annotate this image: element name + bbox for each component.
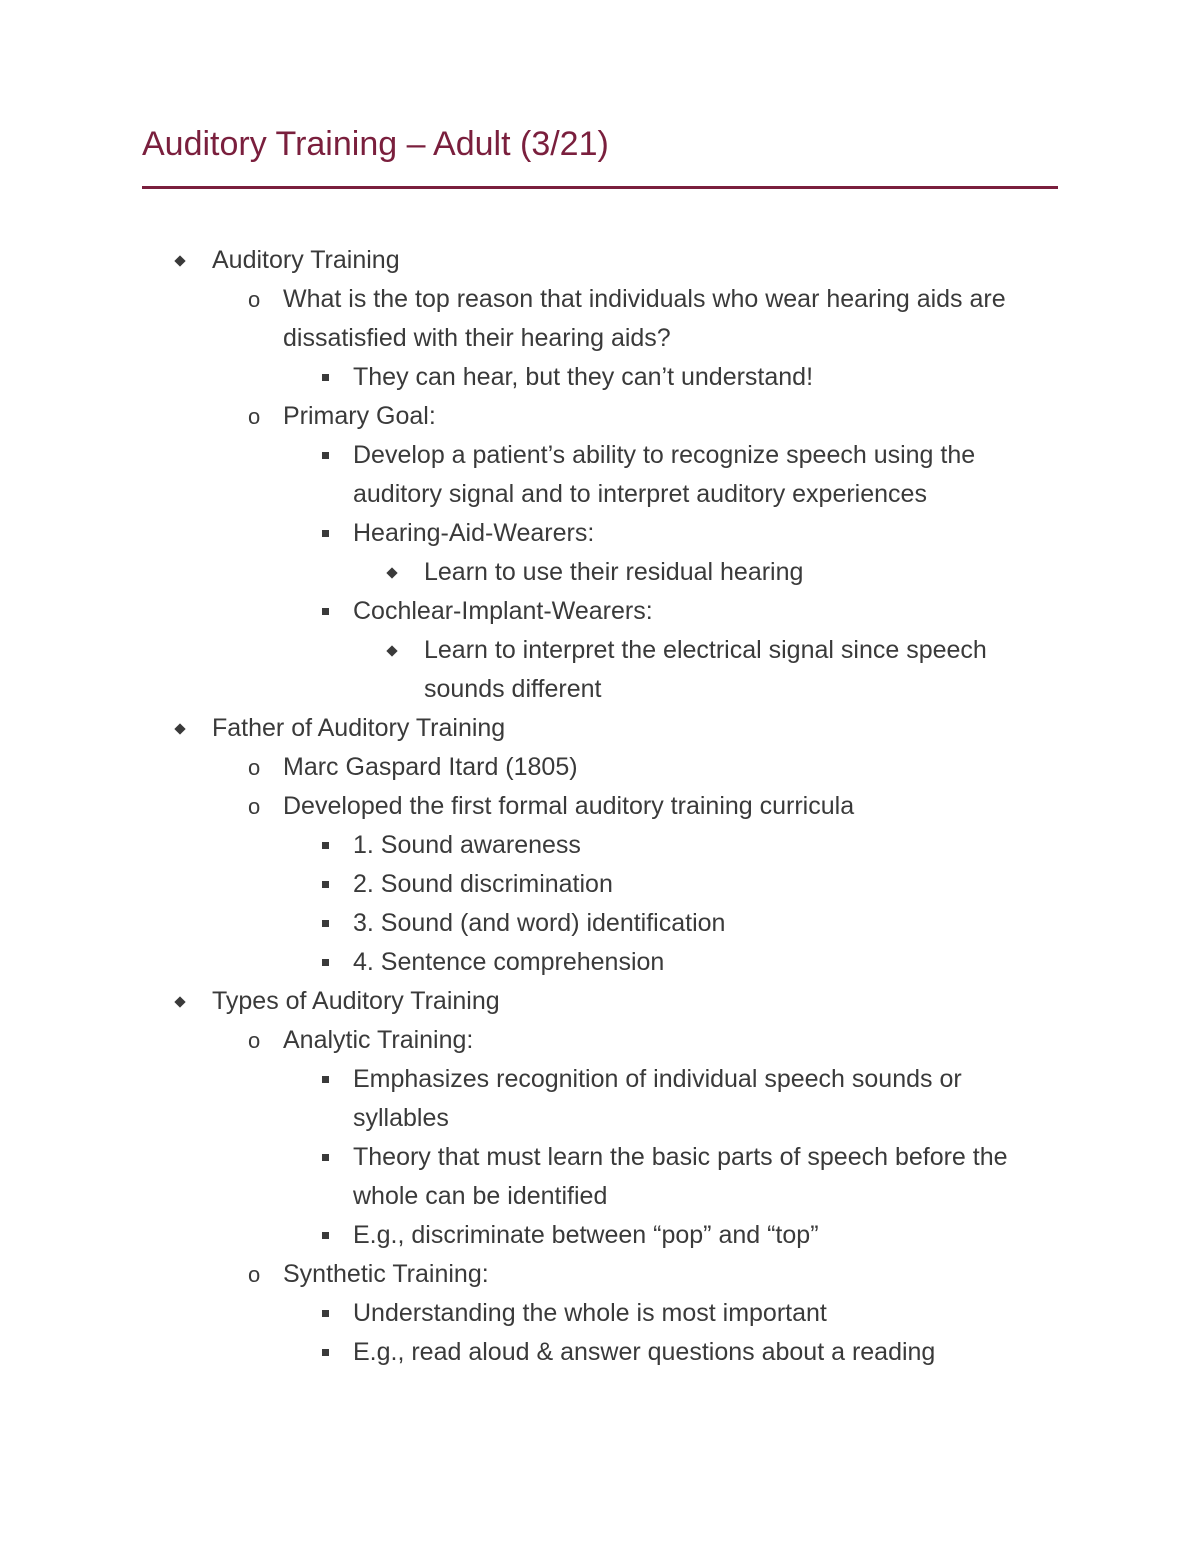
outline-item-text: Theory that must learn the basic parts of speech before the whole can be identified	[353, 1143, 1008, 1210]
outline-item-level-3	[0, 358, 1033, 397]
outline-item-level-3	[0, 1060, 1033, 1138]
outline-item-level-2	[0, 397, 1033, 436]
bullet-circle-icon: o	[248, 755, 261, 780]
outline-item-level-2	[0, 787, 1033, 826]
outline-item-level-2	[0, 748, 1033, 787]
outline-item-level-3	[0, 1216, 1033, 1255]
outline-item-text: Types of Auditory Training	[212, 987, 500, 1015]
outline-item-level-3	[0, 514, 1033, 553]
bullet-square-icon	[322, 530, 329, 537]
bullet-circle-icon: o	[248, 1262, 261, 1287]
bullet-circle-icon: o	[248, 1028, 261, 1053]
outline-item-level-4	[0, 553, 1034, 592]
outline-item-level-3	[0, 592, 1033, 631]
bullet-diamond-icon	[174, 996, 185, 1007]
outline-item-level-1	[0, 982, 1032, 1021]
outline-item-text: 2. Sound discrimination	[353, 870, 613, 898]
outline-item-level-3	[0, 1333, 1033, 1372]
bullet-square-icon	[322, 1349, 329, 1356]
outline-item-text: Primary Goal:	[283, 402, 436, 430]
outline-item-text: Hearing-Aid-Wearers:	[353, 519, 595, 547]
bullet-diamond-icon	[386, 567, 397, 578]
outline-item-level-3	[0, 865, 1033, 904]
outline-item-text: Develop a patient’s ability to recognize speech using the auditory signal and to interpret auditory experiences	[353, 441, 976, 508]
outline-item-level-1	[0, 709, 1032, 748]
bullet-square-icon	[322, 1154, 329, 1161]
outline-item-level-2	[0, 1021, 1033, 1060]
bullet-circle-icon: o	[248, 794, 261, 819]
bullet-diamond-icon	[386, 645, 397, 656]
page-title: Auditory Training – Adult (3/21)	[142, 125, 609, 163]
notes-outline	[0, 241, 1200, 1372]
outline-item-level-3	[0, 1138, 1033, 1216]
bullet-square-icon	[322, 842, 329, 849]
outline-item-text: Developed the first formal auditory training curricula	[283, 792, 855, 820]
outline-item-level-2	[0, 1255, 1033, 1294]
outline-item-level-2	[0, 280, 1033, 358]
bullet-square-icon	[322, 1076, 329, 1083]
bullet-square-icon	[322, 881, 329, 888]
bullet-square-icon	[322, 374, 329, 381]
outline-item-text: E.g., read aloud & answer questions about a reading	[353, 1338, 936, 1366]
bullet-diamond-icon	[174, 255, 185, 266]
outline-item-text: Emphasizes recognition of individual speech sounds or syllables	[353, 1065, 962, 1132]
outline-item-text: 3. Sound (and word) identification	[353, 909, 726, 937]
outline-item-text: Father of Auditory Training	[212, 714, 506, 742]
bullet-square-icon	[322, 1310, 329, 1317]
outline-item-level-3	[0, 826, 1033, 865]
bullet-circle-icon: o	[248, 404, 261, 429]
bullet-square-icon	[322, 1232, 329, 1239]
bullet-diamond-icon	[174, 723, 185, 734]
title-divider	[142, 186, 1058, 189]
outline-item-level-3	[0, 436, 1033, 514]
outline-item-text: Marc Gaspard Itard (1805)	[283, 753, 578, 781]
outline-item-level-3	[0, 943, 1033, 982]
outline-item-text: Learn to use their residual hearing	[424, 558, 804, 586]
bullet-square-icon	[322, 920, 329, 927]
outline-item-text: They can hear, but they can’t understand!	[353, 363, 814, 391]
bullet-square-icon	[322, 959, 329, 966]
outline-item-level-3	[0, 1294, 1033, 1333]
outline-item-text: E.g., discriminate between “pop” and “top”	[353, 1221, 819, 1249]
outline-item-text: 4. Sentence comprehension	[353, 948, 665, 976]
outline-item-text: Auditory Training	[212, 246, 400, 274]
outline-item-text: Synthetic Training:	[283, 1260, 489, 1288]
outline-item-text: Analytic Training:	[283, 1026, 474, 1054]
outline-item-level-4	[0, 631, 1034, 709]
outline-item-text: Learn to interpret the electrical signal since speech sounds different	[424, 636, 987, 703]
outline-item-text: Cochlear-Implant-Wearers:	[353, 597, 653, 625]
bullet-square-icon	[322, 452, 329, 459]
outline-item-level-1	[0, 241, 1032, 280]
outline-item-text: What is the top reason that individuals who wear hearing aids are dissatisfied with their hearing aids?	[283, 285, 1006, 352]
bullet-square-icon	[322, 608, 329, 615]
outline-item-level-3	[0, 904, 1033, 943]
outline-item-text: Understanding the whole is most important	[353, 1299, 827, 1327]
bullet-circle-icon: o	[248, 287, 261, 312]
outline-item-text: 1. Sound awareness	[353, 831, 581, 859]
